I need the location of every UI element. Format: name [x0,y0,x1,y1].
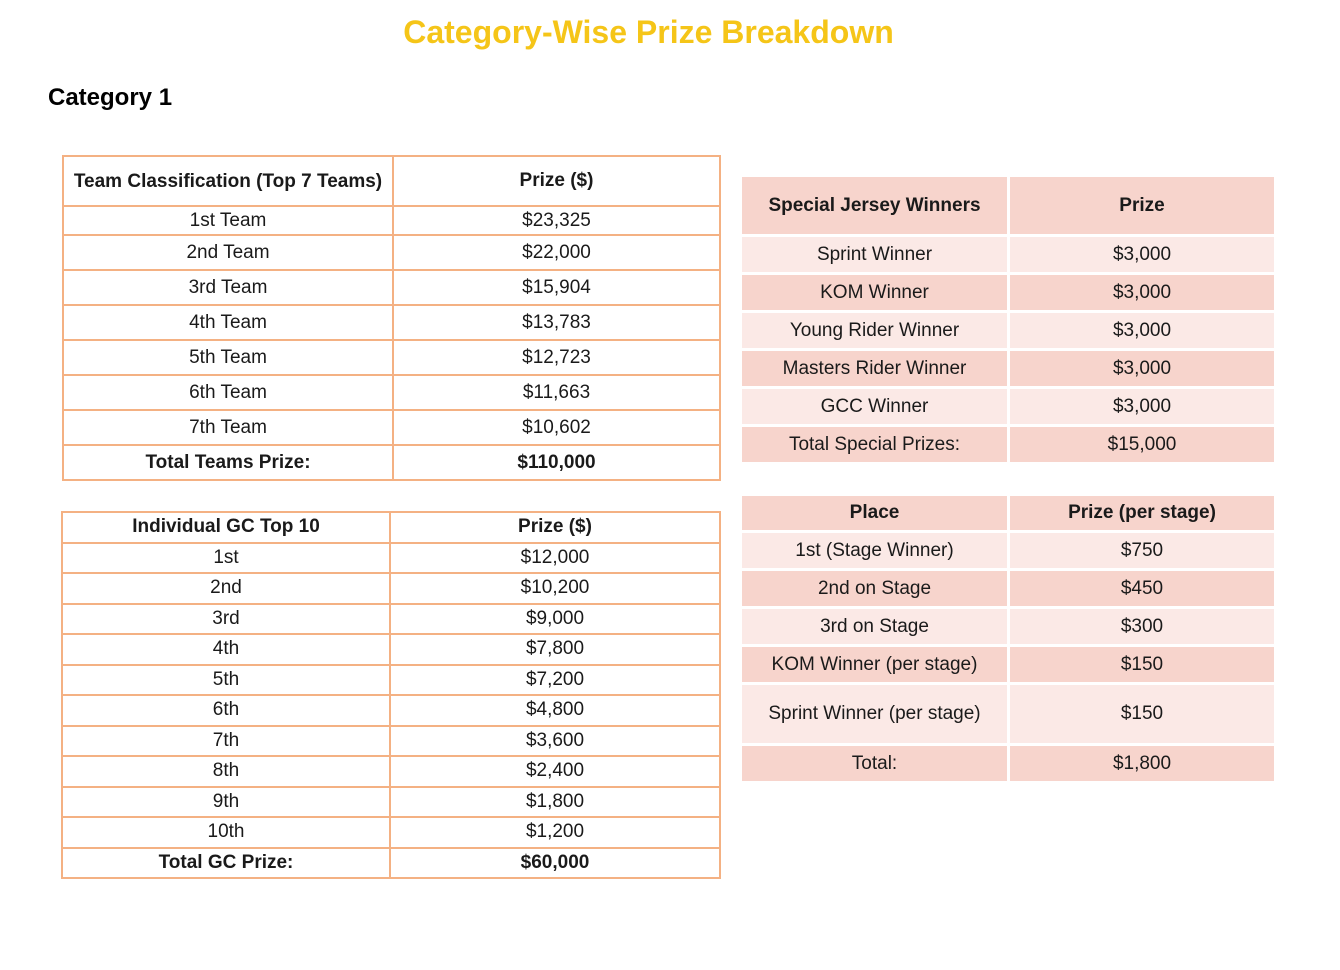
prize-cell: $10,602 [393,410,720,445]
table-row [742,237,1274,275]
table-row [62,573,720,604]
place-cell: KOM Winner (per stage) [742,647,1007,685]
place-cell: 5th [62,665,390,696]
column-header: Prize ($) [393,156,720,206]
place-cell: 6th [62,695,390,726]
column-header: Prize ($) [390,512,720,543]
prize-cell: $7,200 [390,665,720,696]
table-row [742,351,1274,389]
table-row [742,313,1274,351]
jersey-name-cell: GCC Winner [742,389,1007,427]
place-cell: 7th [62,726,390,757]
place-cell: 3rd [62,604,390,635]
individual-gc-table [61,511,721,879]
team-classification-table [62,155,721,481]
stage-prize-table [742,496,1274,784]
team-rank-cell: 1st Team [63,206,393,235]
table-header-row [742,496,1274,533]
prize-cell: $3,000 [1007,237,1274,275]
total-label: Total Special Prizes: [742,427,1007,465]
prize-cell: $12,000 [390,543,720,574]
table-row [62,817,720,848]
table-header-row [63,156,720,206]
prize-cell: $3,000 [1007,389,1274,427]
prize-cell: $150 [1007,647,1274,685]
place-cell: 3rd on Stage [742,609,1007,647]
table-row [742,533,1274,571]
table-row [63,305,720,340]
place-cell: Sprint Winner (per stage) [742,685,1007,746]
total-row [62,848,720,879]
table-row [62,543,720,574]
table-row [63,270,720,305]
prize-cell: $3,000 [1007,275,1274,313]
prize-cell: $150 [1007,685,1274,746]
column-header: Individual GC Top 10 [62,512,390,543]
table-row [62,665,720,696]
total-label: Total Teams Prize: [63,445,393,480]
column-header: Place [742,496,1007,533]
place-cell: 1st (Stage Winner) [742,533,1007,571]
jersey-name-cell: Young Rider Winner [742,313,1007,351]
total-value: $60,000 [390,848,720,879]
prize-cell: $450 [1007,571,1274,609]
team-rank-cell: 7th Team [63,410,393,445]
table-row [63,235,720,270]
table-row [742,647,1274,685]
table-row [63,206,720,235]
total-value: $1,800 [1007,746,1274,784]
prize-cell: $22,000 [393,235,720,270]
table-row [62,726,720,757]
jersey-name-cell: KOM Winner [742,275,1007,313]
jersey-name-cell: Sprint Winner [742,237,1007,275]
table-row [62,695,720,726]
team-rank-cell: 2nd Team [63,235,393,270]
table-row [63,340,720,375]
place-cell: 4th [62,634,390,665]
team-rank-cell: 3rd Team [63,270,393,305]
prize-cell: $7,800 [390,634,720,665]
prize-cell: $2,400 [390,756,720,787]
prize-cell: $750 [1007,533,1274,571]
total-value: $110,000 [393,445,720,480]
table-row [742,685,1274,746]
table-row [62,787,720,818]
table-row [62,634,720,665]
team-rank-cell: 5th Team [63,340,393,375]
prize-cell: $3,000 [1007,351,1274,389]
special-jersey-table [742,177,1274,465]
prize-cell: $9,000 [390,604,720,635]
place-cell: 2nd on Stage [742,571,1007,609]
prize-cell: $1,200 [390,817,720,848]
category-heading: Category 1 [48,84,173,111]
prize-cell: $12,723 [393,340,720,375]
table-header-row [742,177,1274,237]
table-row [742,571,1274,609]
table-row [742,609,1274,647]
prize-cell: $1,800 [390,787,720,818]
table-row [62,604,720,635]
place-cell: 9th [62,787,390,818]
prize-cell: $15,904 [393,270,720,305]
prize-cell: $13,783 [393,305,720,340]
total-label: Total GC Prize: [62,848,390,879]
place-cell: 1st [62,543,390,574]
table-row [62,756,720,787]
total-row [63,445,720,480]
table-row [63,410,720,445]
team-rank-cell: 4th Team [63,305,393,340]
page-title: Category-Wise Prize Breakdown [403,14,894,50]
table-row [742,275,1274,313]
place-cell: 10th [62,817,390,848]
prize-cell: $10,200 [390,573,720,604]
prize-cell: $3,600 [390,726,720,757]
table-row [63,375,720,410]
total-value: $15,000 [1007,427,1274,465]
total-row [742,746,1274,784]
prize-cell: $4,800 [390,695,720,726]
place-cell: 8th [62,756,390,787]
jersey-name-cell: Masters Rider Winner [742,351,1007,389]
column-header: Team Classification (Top 7 Teams) [63,156,393,206]
column-header: Prize [1007,177,1274,237]
table-header-row [62,512,720,543]
prize-cell: $300 [1007,609,1274,647]
prize-cell: $3,000 [1007,313,1274,351]
prize-cell: $11,663 [393,375,720,410]
column-header: Prize (per stage) [1007,496,1274,533]
prize-cell: $23,325 [393,206,720,235]
table-row [742,389,1274,427]
place-cell: 2nd [62,573,390,604]
total-label: Total: [742,746,1007,784]
team-rank-cell: 6th Team [63,375,393,410]
column-header: Special Jersey Winners [742,177,1007,237]
total-row [742,427,1274,465]
